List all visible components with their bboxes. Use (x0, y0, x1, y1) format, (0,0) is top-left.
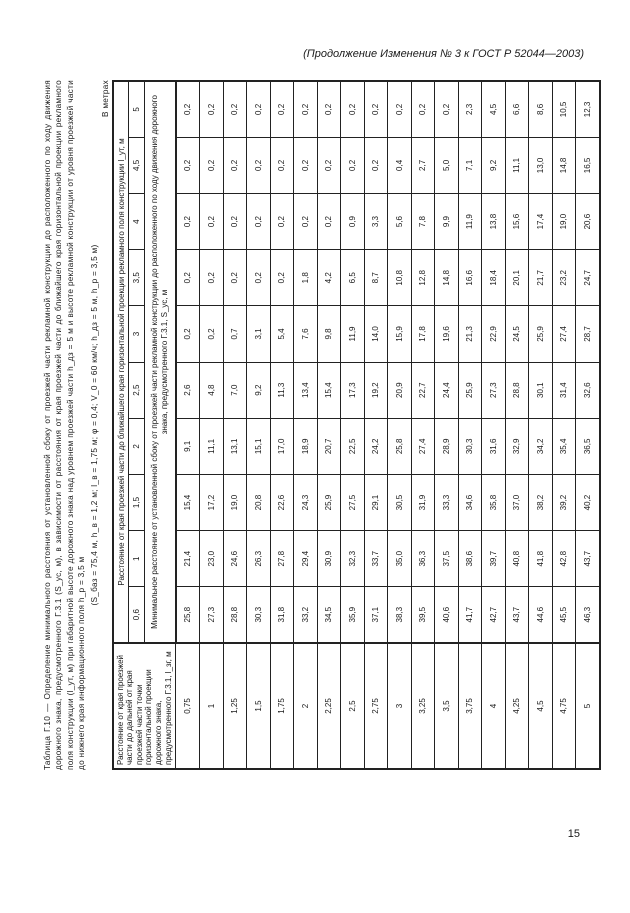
table-cell: 22,9 (482, 306, 506, 362)
table-cell: 21,7 (529, 250, 553, 306)
table-cell: 5,4 (270, 306, 294, 362)
table-cell: 24,6 (223, 531, 247, 587)
table-cell: 34,6 (458, 474, 482, 530)
table-cell: 30,3 (247, 587, 271, 643)
table-cell: 17,2 (200, 474, 224, 530)
table-cell: 37,0 (505, 474, 529, 530)
table-cell: 0,2 (223, 137, 247, 193)
table-cell: 25,9 (529, 306, 553, 362)
table-cell: 27,4 (552, 306, 576, 362)
table-cell: 31,9 (411, 474, 435, 530)
table-cell: 0,2 (317, 137, 341, 193)
row-label: 4,25 (505, 643, 529, 769)
table-cell: 15,1 (247, 418, 271, 474)
table-cell: 27,4 (411, 418, 435, 474)
table-cell: 0,2 (200, 81, 224, 137)
table-cell: 27,3 (482, 362, 506, 418)
table-row (270, 81, 294, 769)
column-header: 1 (129, 531, 145, 587)
table-cell: 1,8 (294, 250, 318, 306)
table-cell: 30,3 (458, 418, 482, 474)
table-cell: 0,2 (294, 194, 318, 250)
table-row (411, 81, 435, 769)
table-cell: 5,0 (435, 137, 459, 193)
table-cell: 0,2 (270, 137, 294, 193)
table-cell: 17,4 (529, 194, 553, 250)
table-row (247, 81, 271, 769)
table-cell: 0,2 (270, 250, 294, 306)
table-cell: 35,9 (341, 587, 365, 643)
table-cell: 14,0 (364, 306, 388, 362)
row-label: 2,25 (317, 643, 341, 769)
table-cell: 5,6 (388, 194, 412, 250)
table-cell: 11,9 (458, 194, 482, 250)
table-row (505, 81, 529, 769)
table-parameters: (S_баз = 75,4 м, h_в = 1,2 м; l_в = 1,75 м; φ = 0,4; V_0 = 60 км/ч; h_дз = 5 м, h_р = 3,5 м) (89, 244, 99, 606)
table-cell: 13,8 (482, 194, 506, 250)
table-cell: 17,3 (341, 362, 365, 418)
table-cell: 23,0 (200, 531, 224, 587)
table-cell: 17,8 (411, 306, 435, 362)
table-cell: 39,7 (482, 531, 506, 587)
table-cell: 23,2 (552, 250, 576, 306)
table-cell: 7,6 (294, 306, 318, 362)
row-label: 4,5 (529, 643, 553, 769)
table-cell: 15,6 (505, 194, 529, 250)
table-cell: 20,8 (247, 474, 271, 530)
table-cell: 0,2 (200, 306, 224, 362)
table-cell: 9,2 (482, 137, 506, 193)
table-cell: 3,1 (247, 306, 271, 362)
table-cell: 11,3 (270, 362, 294, 418)
data-table (112, 80, 601, 770)
table-row (176, 81, 200, 769)
table-cell: 16,6 (458, 250, 482, 306)
table-cell: 9,9 (435, 194, 459, 250)
table-cell: 31,4 (552, 362, 576, 418)
group-header: Расстояние от края проезжей части до ближайшего края горизонтальной проекции рекламного поля конструкции l_ут, м (113, 81, 129, 643)
table-cell: 6,6 (505, 81, 529, 137)
table-cell: 18,9 (294, 418, 318, 474)
table-cell: 28,9 (435, 418, 459, 474)
row-label: 1,75 (270, 643, 294, 769)
rotated-table-block (42, 80, 592, 770)
table-cell: 32,9 (505, 418, 529, 474)
table-cell: 15,9 (388, 306, 412, 362)
table-cell: 0,2 (388, 81, 412, 137)
table-cell: 33,7 (364, 531, 388, 587)
table-cell: 27,3 (200, 587, 224, 643)
table-cell: 26,3 (247, 531, 271, 587)
table-row (223, 81, 247, 769)
table-cell: 32,6 (576, 362, 600, 418)
table-cell: 45,5 (552, 587, 576, 643)
row-label: 4,75 (552, 643, 576, 769)
table-cell: 24,7 (576, 250, 600, 306)
table-cell: 2,3 (458, 81, 482, 137)
table-cell: 32,3 (341, 531, 365, 587)
table-cell: 19,0 (552, 194, 576, 250)
table-cell: 18,4 (482, 250, 506, 306)
table-cell: 0,2 (247, 250, 271, 306)
table-cell: 28,7 (576, 306, 600, 362)
table-cell: 20,1 (505, 250, 529, 306)
table-cell: 11,1 (505, 137, 529, 193)
table-cell: 42,7 (482, 587, 506, 643)
row-label: 0,75 (176, 643, 200, 769)
corner-header: Расстояние от края проезжей части до дальней от края проезжей части точки горизонтальной проекции дорожного знака, предусмотренного Г.3.1, l_зг, м (113, 643, 176, 769)
table-cell: 0,2 (247, 137, 271, 193)
table-body (176, 81, 600, 769)
table-cell: 10,5 (552, 81, 576, 137)
table-cell: 0,2 (200, 137, 224, 193)
table-cell: 33,2 (294, 587, 318, 643)
table-cell: 9,8 (317, 306, 341, 362)
table-cell: 13,1 (223, 418, 247, 474)
table-cell: 12,3 (576, 81, 600, 137)
table-cell: 15,4 (317, 362, 341, 418)
table-cell: 0,2 (270, 81, 294, 137)
table-cell: 43,7 (505, 587, 529, 643)
table-cell: 7,1 (458, 137, 482, 193)
table-cell: 0,2 (341, 81, 365, 137)
table-cell: 38,6 (458, 531, 482, 587)
table-cell: 10,8 (388, 250, 412, 306)
table-cell: 29,1 (364, 474, 388, 530)
table-cell: 25,9 (317, 474, 341, 530)
table-cell: 36,5 (576, 418, 600, 474)
table-cell: 34,5 (317, 587, 341, 643)
table-cell: 0,2 (247, 194, 271, 250)
table-cell: 0,2 (247, 81, 271, 137)
table-cell: 0,2 (176, 250, 200, 306)
table-cell: 19,6 (435, 306, 459, 362)
table-cell: 35,8 (482, 474, 506, 530)
table-cell: 2,7 (411, 137, 435, 193)
column-header: 1,5 (129, 474, 145, 530)
table-cell: 38,2 (529, 474, 553, 530)
table-cell: 30,9 (317, 531, 341, 587)
table-cell: 25,8 (388, 418, 412, 474)
table-cell: 33,3 (435, 474, 459, 530)
table-row (341, 81, 365, 769)
table-cell: 46,3 (576, 587, 600, 643)
table-cell: 35,0 (388, 531, 412, 587)
table-row (576, 81, 600, 769)
table-cell: 40,8 (505, 531, 529, 587)
table-cell: 0,2 (223, 194, 247, 250)
table-cell: 13,0 (529, 137, 553, 193)
table-row (552, 81, 576, 769)
table-cell: 41,8 (529, 531, 553, 587)
table-cell: 9,2 (247, 362, 271, 418)
table-row (388, 81, 412, 769)
table-cell: 27,8 (270, 531, 294, 587)
table-cell: 19,2 (364, 362, 388, 418)
running-header: (Продолжение Изменения № 3 к ГОСТ Р 52044—2003) (303, 48, 584, 60)
table-cell: 0,4 (388, 137, 412, 193)
table-cell: 43,7 (576, 531, 600, 587)
sub-header: Минимальное расстояние от установленной сбоку от проезжей части рекламной конструкции до расположенного по ходу движения дорожного знака, предусмотренного Г.3.1, S_ус, м (145, 81, 176, 643)
table-cell: 20,9 (388, 362, 412, 418)
table-cell: 28,8 (223, 587, 247, 643)
table-cell: 4,8 (200, 362, 224, 418)
table-cell: 20,7 (317, 418, 341, 474)
table-cell: 3,3 (364, 194, 388, 250)
table-cell: 7,0 (223, 362, 247, 418)
table-cell: 24,5 (505, 306, 529, 362)
table-cell: 40,2 (576, 474, 600, 530)
table-cell: 0,2 (364, 81, 388, 137)
table-cell: 8,7 (364, 250, 388, 306)
table-cell: 11,9 (341, 306, 365, 362)
table-cell: 4,5 (482, 81, 506, 137)
table-row (364, 81, 388, 769)
row-label: 1,25 (223, 643, 247, 769)
table-cell: 27,5 (341, 474, 365, 530)
table-cell: 39,2 (552, 474, 576, 530)
table-cell: 0,2 (270, 194, 294, 250)
column-header: 5 (129, 81, 145, 137)
table-row (458, 81, 482, 769)
row-label: 3,25 (411, 643, 435, 769)
row-label: 2,75 (364, 643, 388, 769)
table-row (200, 81, 224, 769)
table-cell: 15,4 (176, 474, 200, 530)
column-header: 4,5 (129, 137, 145, 193)
table-cell: 21,3 (458, 306, 482, 362)
column-header: 2 (129, 418, 145, 474)
table-cell: 24,3 (294, 474, 318, 530)
table-cell: 0,2 (294, 137, 318, 193)
table-cell: 14,8 (552, 137, 576, 193)
units-note: В метрах (100, 80, 110, 117)
column-header: 4 (129, 194, 145, 250)
table-cell: 22,5 (341, 418, 365, 474)
table-cell: 11,1 (200, 418, 224, 474)
table-cell: 12,8 (411, 250, 435, 306)
table-cell: 30,1 (529, 362, 553, 418)
table-cell: 0,2 (341, 137, 365, 193)
table-cell: 39,5 (411, 587, 435, 643)
column-header: 3 (129, 306, 145, 362)
table-cell: 0,2 (176, 194, 200, 250)
table-cell: 42,8 (552, 531, 576, 587)
table-cell: 37,1 (364, 587, 388, 643)
table-cell: 30,5 (388, 474, 412, 530)
table-cell: 31,8 (270, 587, 294, 643)
table-cell: 41,7 (458, 587, 482, 643)
table-row (294, 81, 318, 769)
table-row (482, 81, 506, 769)
table-cell: 29,4 (294, 531, 318, 587)
table-cell: 31,6 (482, 418, 506, 474)
table-caption: Таблица Г.10 — Определение минимального расстояния от установленной сбоку от проезжей части рекламной конструкции до расположенного по ходу движения дорожного знака, предусмотренного Г.3.1 (S_ус, м), в зависимости от расстояния от края проезжей части до ближайшего края горизонтальной проекции рекламного поля конструкции (l_ут, м) при габаритной высоте дорожного знака над уровнем проезжей части h_дз = 5 м и высоте рекламной конструкции от уровня проезжей части до нижнего края информационного поля h_р = 3,5 м (43, 80, 87, 770)
table-cell: 7,8 (411, 194, 435, 250)
table-cell: 40,6 (435, 587, 459, 643)
table-row (529, 81, 553, 769)
row-label: 1,5 (247, 643, 271, 769)
table-cell: 44,6 (529, 587, 553, 643)
table-cell: 0,7 (223, 306, 247, 362)
table-cell: 37,5 (435, 531, 459, 587)
table-cell: 8,6 (529, 81, 553, 137)
table-cell: 22,7 (411, 362, 435, 418)
table-cell: 19,0 (223, 474, 247, 530)
table-cell: 21,4 (176, 531, 200, 587)
table-cell: 0,2 (317, 194, 341, 250)
table-cell: 0,2 (176, 137, 200, 193)
table-cell: 22,6 (270, 474, 294, 530)
table-cell: 20,6 (576, 194, 600, 250)
table-cell: 0,9 (341, 194, 365, 250)
column-header: 0,6 (129, 587, 145, 643)
table-cell: 14,8 (435, 250, 459, 306)
row-label: 3,5 (435, 643, 459, 769)
table-cell: 13,4 (294, 362, 318, 418)
table-cell: 0,2 (317, 81, 341, 137)
table-cell: 0,2 (223, 81, 247, 137)
table-cell: 0,2 (411, 81, 435, 137)
table-cell: 0,2 (200, 194, 224, 250)
table-cell: 0,2 (364, 137, 388, 193)
table-cell: 0,2 (435, 81, 459, 137)
table-cell: 4,2 (317, 250, 341, 306)
table-cell: 24,2 (364, 418, 388, 474)
table-row (435, 81, 459, 769)
table-cell: 28,8 (505, 362, 529, 418)
row-label: 3,75 (458, 643, 482, 769)
table-cell: 0,2 (294, 81, 318, 137)
row-label: 2,5 (341, 643, 365, 769)
row-label: 2 (294, 643, 318, 769)
table-cell: 2,6 (176, 362, 200, 418)
table-cell: 0,2 (176, 81, 200, 137)
table-cell: 36,3 (411, 531, 435, 587)
row-label: 1 (200, 643, 224, 769)
table-cell: 9,1 (176, 418, 200, 474)
column-header: 2,5 (129, 362, 145, 418)
page-number: 15 (567, 828, 580, 840)
table-cell: 34,2 (529, 418, 553, 474)
table-row (317, 81, 341, 769)
table-cell: 6,5 (341, 250, 365, 306)
column-header: 3,5 (129, 250, 145, 306)
table-cell: 38,3 (388, 587, 412, 643)
table-cell: 17,0 (270, 418, 294, 474)
row-label: 5 (576, 643, 600, 769)
table-cell: 25,9 (458, 362, 482, 418)
row-label: 4 (482, 643, 506, 769)
row-label: 3 (388, 643, 412, 769)
table-cell: 0,2 (223, 250, 247, 306)
table-cell: 0,2 (200, 250, 224, 306)
table-cell: 35,4 (552, 418, 576, 474)
table-cell: 25,8 (176, 587, 200, 643)
table-cell: 16,5 (576, 137, 600, 193)
table-cell: 24,4 (435, 362, 459, 418)
table-cell: 0,2 (176, 306, 200, 362)
